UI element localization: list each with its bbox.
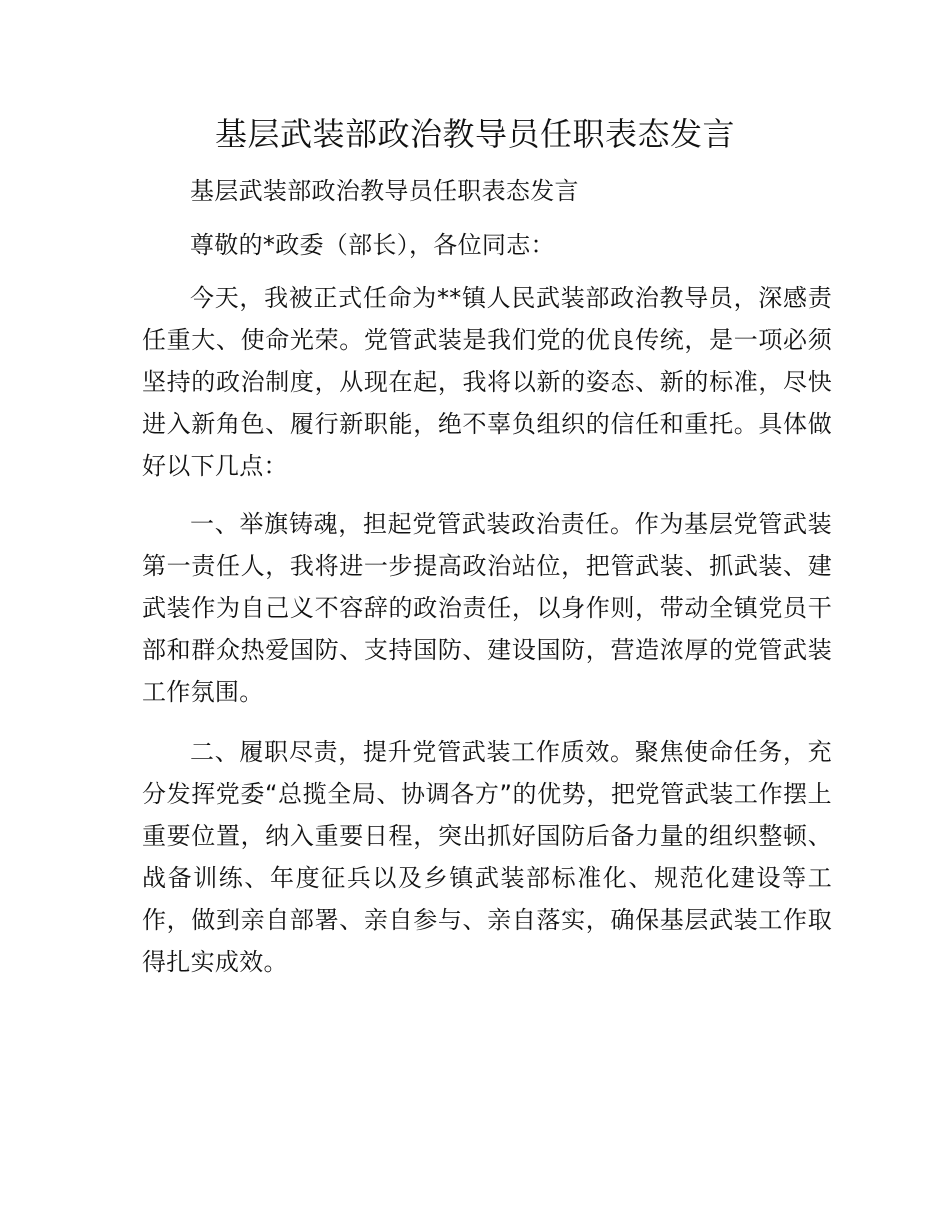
subtitle-paragraph: 基层武装部政治教导员任职表态发言 — [190, 177, 579, 205]
salutation-paragraph: 尊敬的*政委（部长），各位同志： — [190, 231, 555, 259]
intro-paragraph: 今天，我被正式任命为**镇人民武装部政治教导员，深感责任重大、使命光荣。党管武装是我们党的优良传统，是一项必须坚持的政治制度，从现在起，我将以新的姿态、新的标准，尽快进入新角色、履行新职能，绝不辜负组织的信任和重托。具体做好以下几点： — [142, 284, 832, 480]
point-two-paragraph: 二、履职尽责，提升党管武装工作质效。聚焦使命任务，充分发挥党委“总揽全局、协调各方”的优势，把党管武装工作摆上重要位置，纳入重要日程，突出抓好国防后备力量的组织整顿、战备训练、年度征兵以及乡镇武装部标准化、规范化建设等工作，做到亲自部署、亲自参与、亲自落实，确保基层武装工作取得扎实成效。 — [142, 738, 832, 976]
point-one-paragraph: 一、举旗铸魂，担起党管武装政治责任。作为基层党管武装第一责任人，我将进一步提高政治站位，把管武装、抓武装、建武装作为自己义不容辞的政治责任，以身作则，带动全镇党员干部和群众热爱国防、支持国防、建设国防，营造浓厚的党管武装工作氛围。 — [142, 510, 832, 706]
document-title: 基层武装部政治教导员任职表态发言 — [214, 115, 735, 153]
